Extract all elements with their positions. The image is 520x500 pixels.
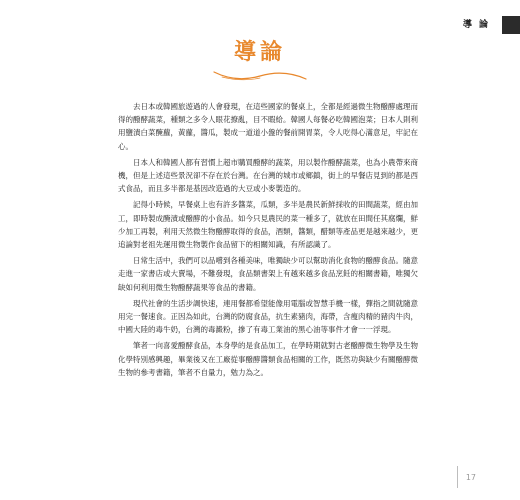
running-header-title: 導 論 bbox=[462, 20, 490, 30]
paragraph: 去日本或韓國旅遊過的人會發現，在這些國家的餐桌上，全都是經過微生物醱酵處理而得的醱酵蔬菜，種類之多令人眼花撩亂，目不暇給。韓國人每餐必吃韓國泡菜；日本人則利用鹽漬白菜醃蘿，黃蘿，醬瓜，製成一道道小盤的餐前開胃菜，令人吃得心滿意足，牢記在心。 bbox=[118, 102, 418, 151]
header-tab-marker bbox=[502, 16, 520, 34]
running-header bbox=[0, 16, 520, 34]
chapter-title-block bbox=[0, 38, 520, 82]
chapter-title: 導論 bbox=[233, 39, 286, 65]
title-ornament bbox=[212, 68, 308, 82]
paragraph: 現代社會的生活步調快速，連用餐都希望能像用電腦或智慧手機一樣，彈指之間就隨意用完一餐速食。正因為如此，台灣的防腐食品，抗生素豬肉，海帶，含瘦肉精的豬肉牛肉，中國大陸的毒牛奶，台灣的毒澱粉，摻了有毒工業油的黑心油等事件才會一一浮現。 bbox=[118, 298, 418, 335]
paragraph: 日常生活中，我們可以品嚐到各種美味，唯獨缺少可以幫助消化食物的醱酵食品。隨意走進一家書店或大賣場，不難發現，食品類書架上有越來越多食品烹飪的相關書籍，唯獨欠缺如何利用微生物醱酵蔬果等食品的書籍。 bbox=[118, 256, 418, 292]
paragraph: 日本人和韓國人都有習慣上超市購買醱酵的蔬菜，用以製作醱酵蔬菜，也為小農帶來商機，但是上述這些景況卻不存在於台灣。在台灣的城市或鄉鎮，街上的早餐店見到的都是西式食品，而且多半都是基因改造過的大豆或小麥製造的。 bbox=[118, 157, 418, 194]
body-text bbox=[118, 100, 418, 382]
paragraph: 記得小時候，早餐桌上也有許多醬菜，瓜類，多半是農民新鮮採收的田間蔬菜，經由加工，即時製成醃漬或醱酵的小食品。如今只見農民的菜一種多了，就放在田間任其腐爛，鮮少加工再製，利用天然微生物醱酵取得的食品，酒類，醬類，醋類等產品更是越來越少，更追論對老祖先運用微生物製作食品留下的相關知識，有所認識了。 bbox=[118, 200, 418, 250]
page-number-rule bbox=[457, 466, 458, 488]
page-number: 17 bbox=[465, 473, 476, 482]
paragraph: 筆者一向喜愛醱酵食品，本身學的是食品加工，在學時期就對古老醱酵微生物學及生物化學特別感興趣，畢業後又在工廠從事醱酵醬類食品相關的工作，既然功與缺少有關醱酵微生物的參考書籍，筆者不自量力，勉力為之。 bbox=[118, 341, 418, 377]
